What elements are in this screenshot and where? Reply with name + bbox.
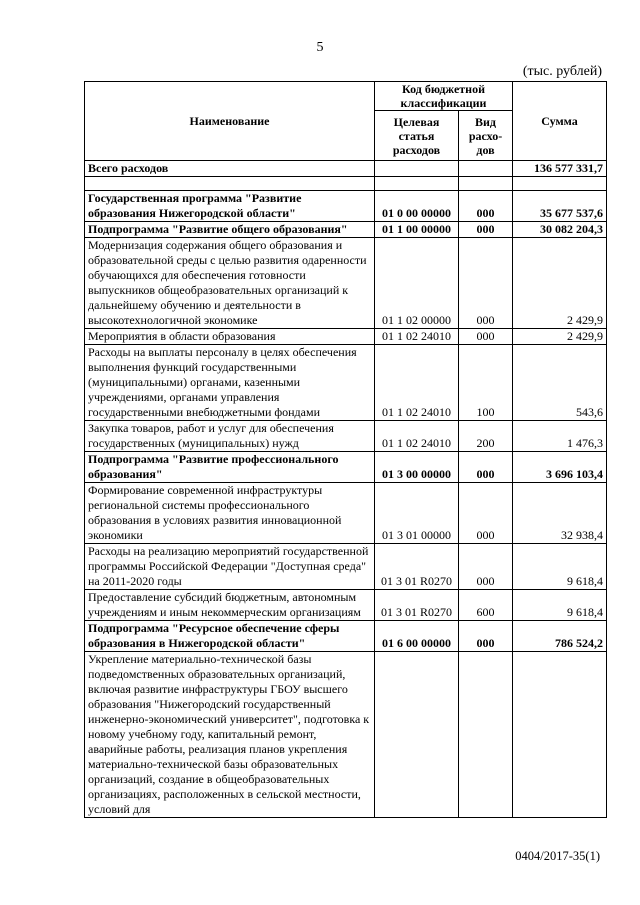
- row-name: Государственная программа "Развитие образования Нижегородской области": [85, 191, 375, 222]
- row-expense-type: 000: [459, 452, 513, 483]
- page-number: 5: [316, 40, 324, 55]
- budget-table: [84, 81, 607, 818]
- row-target-article: 01 6 00 00000: [375, 621, 459, 652]
- row-name: Модернизация содержания общего образования и образовательной среды с целью развития одаренности обучающихся для обеспечения готовности выпускников общеобразовательных организаций к дальнейшему обучению и деятельности в высокотехнологичной экономике: [85, 238, 375, 329]
- table-row: [85, 345, 607, 421]
- row-target-article: [375, 652, 459, 818]
- row-sum: 35 677 537,6: [513, 191, 607, 222]
- units-label: (тыс. рублей): [522, 64, 602, 79]
- row-sum: 30 082 204,3: [513, 222, 607, 238]
- row-name: Расходы на реализацию мероприятий государственной программы Российской Федерации "Доступная среда" на 2011-2020 годы: [85, 544, 375, 590]
- row-target-article: 01 3 01 R0270: [375, 544, 459, 590]
- row-target-article: 01 3 00 00000: [375, 452, 459, 483]
- row-expense-type: 000: [459, 544, 513, 590]
- row-sum: 136 577 331,7: [513, 161, 607, 177]
- row-target-article: 01 1 02 24010: [375, 421, 459, 452]
- table-row: [85, 621, 607, 652]
- table-row: [85, 177, 607, 191]
- row-target-article: 01 1 02 24010: [375, 329, 459, 345]
- header-sum: Сумма: [513, 82, 607, 161]
- row-name: Закупка товаров, работ и услуг для обеспечения государственных (муниципальных) нужд: [85, 421, 375, 452]
- row-name: Всего расходов: [85, 161, 375, 177]
- row-expense-type: 000: [459, 329, 513, 345]
- row-sum: 9 618,4: [513, 544, 607, 590]
- table-row: [85, 483, 607, 544]
- row-name: [85, 177, 375, 191]
- row-sum: [513, 177, 607, 191]
- row-expense-type: 000: [459, 483, 513, 544]
- row-target-article: 01 1 00 00000: [375, 222, 459, 238]
- row-expense-type: [459, 652, 513, 818]
- row-sum: 2 429,9: [513, 329, 607, 345]
- row-target-article: 01 3 01 00000: [375, 483, 459, 544]
- table-row: [85, 590, 607, 621]
- row-target-article: 01 1 02 24010: [375, 345, 459, 421]
- row-target-article: 01 0 00 00000: [375, 191, 459, 222]
- table-row: [85, 191, 607, 222]
- row-name: Подпрограмма "Развитие общего образования": [85, 222, 375, 238]
- table-row: [85, 452, 607, 483]
- row-name: Подпрограмма "Ресурсное обеспечение сферы образования в Нижегородской области": [85, 621, 375, 652]
- row-sum: 32 938,4: [513, 483, 607, 544]
- row-target-article: [375, 177, 459, 191]
- row-expense-type: 000: [459, 222, 513, 238]
- row-expense-type: 200: [459, 421, 513, 452]
- table-row: [85, 421, 607, 452]
- document-code: 0404/2017-35(1): [515, 849, 600, 863]
- row-name: Подпрограмма "Развитие профессионального образования": [85, 452, 375, 483]
- row-name: Формирование современной инфраструктуры региональной системы профессионального образования в условиях развития инновационной экономики: [85, 483, 375, 544]
- row-sum: 3 696 103,4: [513, 452, 607, 483]
- row-expense-type: [459, 177, 513, 191]
- table-row: [85, 222, 607, 238]
- header-code-group: Код бюджетной классификации: [375, 82, 513, 111]
- table-row: [85, 238, 607, 329]
- header-expense-type: Вид расхо-дов: [459, 111, 513, 161]
- table-row: [85, 544, 607, 590]
- row-expense-type: [459, 161, 513, 177]
- row-target-article: 01 1 02 00000: [375, 238, 459, 329]
- table-row: [85, 329, 607, 345]
- row-expense-type: 600: [459, 590, 513, 621]
- table-body: [85, 161, 607, 818]
- row-name: Предоставление субсидий бюджетным, автономным учреждениям и иным некоммерческим организациям: [85, 590, 375, 621]
- row-sum: [513, 652, 607, 818]
- row-sum: 2 429,9: [513, 238, 607, 329]
- row-target-article: 01 3 01 R0270: [375, 590, 459, 621]
- row-sum: 9 618,4: [513, 590, 607, 621]
- row-name: Расходы на выплаты персоналу в целях обеспечения выполнения функций государственными (муниципальными) органами, казенными учреждениями, органами управления государственными внебюджетными фондами: [85, 345, 375, 421]
- row-sum: 786 524,2: [513, 621, 607, 652]
- row-expense-type: 000: [459, 191, 513, 222]
- table-header: [85, 82, 607, 161]
- table-row: [85, 652, 607, 818]
- row-target-article: [375, 161, 459, 177]
- row-name: Мероприятия в области образования: [85, 329, 375, 345]
- row-name: Укрепление материально-технической базы подведомственных образовательных организаций, включая развитие инфраструктуры ГБОУ высшего образования "Нижегородский государственный инженерно-экономический университет", подготовка к новому учебному году, капитальный ремонт, аварийные работы, реализация планов укрепления материально-технической базы образовательных организаций, создание в общеобразовательных организациях, расположенных в сельской местности, условий для: [85, 652, 375, 818]
- row-sum: 1 476,3: [513, 421, 607, 452]
- header-target-article: Целевая статья расходов: [375, 111, 459, 161]
- row-expense-type: 000: [459, 621, 513, 652]
- table-row: [85, 161, 607, 177]
- header-name: Наименование: [85, 82, 375, 161]
- row-expense-type: 100: [459, 345, 513, 421]
- row-sum: 543,6: [513, 345, 607, 421]
- row-expense-type: 000: [459, 238, 513, 329]
